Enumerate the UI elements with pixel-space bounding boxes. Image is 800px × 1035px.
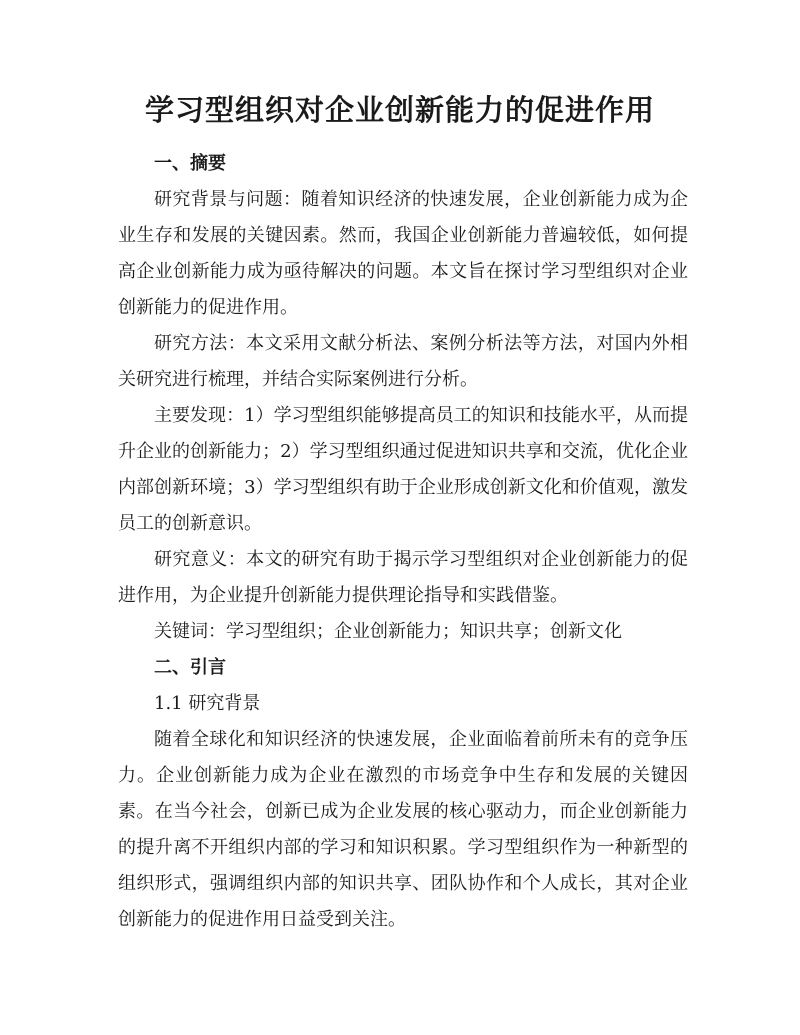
abstract-paragraph-method: 研究方法：本文采用文献分析法、案例分析法等方法，对国内外相关研究进行梳理，并结合实际案例进行分析。 xyxy=(118,333,688,390)
abstract-heading: 一、摘要 xyxy=(154,153,226,174)
keywords-line: 关键词：学习型组织；企业创新能力；知识共享；创新文化 xyxy=(154,621,622,642)
document-body xyxy=(118,146,688,938)
document-title: 学习型组织对企业创新能力的促进作用 xyxy=(144,93,655,127)
abstract-paragraph-background: 研究背景与问题：随着知识经济的快速发展，企业创新能力成为企业生存和发展的关键因素。然而，我国企业创新能力普遍较低，如何提高企业创新能力成为亟待解决的问题。本文旨在探讨学习型组织对企业创新能力的促进作用。 xyxy=(118,189,688,318)
intro-heading: 二、引言 xyxy=(154,657,226,678)
abstract-paragraph-significance: 研究意义：本文的研究有助于揭示学习型组织对企业创新能力的促进作用，为企业提升创新能力提供理论指导和实践借鉴。 xyxy=(118,549,688,606)
abstract-paragraph-findings: 主要发现：1）学习型组织能够提高员工的知识和技能水平，从而提升企业的创新能力；2）学习型组织通过促进知识共享和交流，优化企业内部创新环境；3）学习型组织有助于企业形成创新文化和价值观，激发员工的创新意识。 xyxy=(118,405,688,534)
intro-subheading: 1.1 研究背景 xyxy=(154,693,261,714)
intro-paragraph: 随着全球化和知识经济的快速发展，企业面临着前所未有的竞争压力。企业创新能力成为企业在激烈的市场竞争中生存和发展的关键因素。在当今社会，创新已成为企业发展的核心驱动力，而企业创新能力的提升离不开组织内部的学习和知识积累。学习型组织作为一种新型的组织形式，强调组织内部的知识共享、团队协作和个人成长，其对企业创新能力的促进作用日益受到关注。 xyxy=(118,729,688,930)
